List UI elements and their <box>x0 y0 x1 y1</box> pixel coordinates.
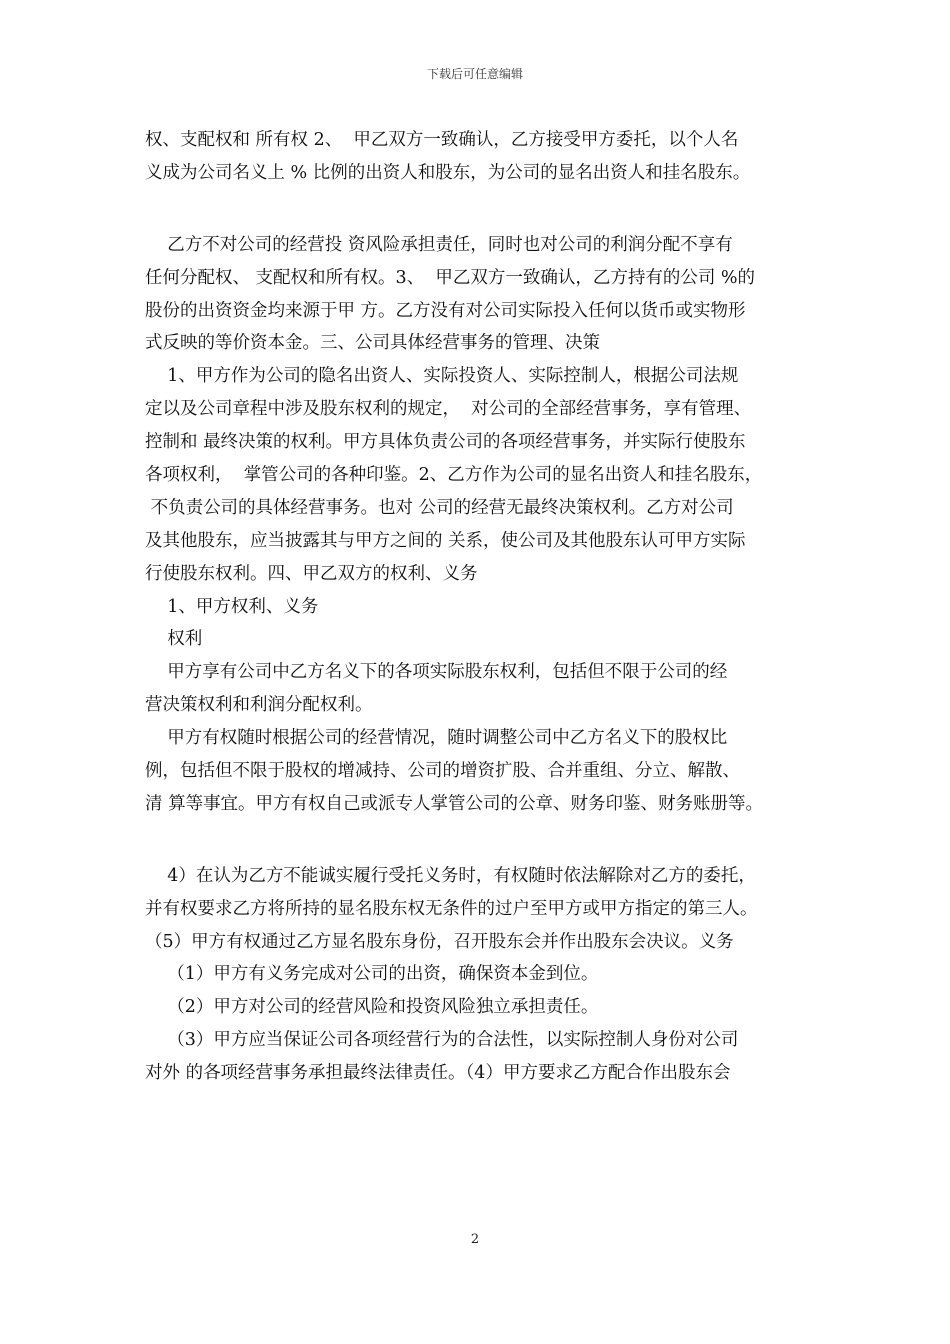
text-line: （1）甲方有义务完成对公司的出资，确保资本金到位。 <box>145 964 599 985</box>
text-line: （3）甲方应当保证公司各项经营行为的合法性，以实际控制人身份对公司 <box>145 1030 739 1051</box>
text-line: 任何分配权、 支配权和所有权。3、 甲乙双方一致确认，乙方持有的公司 %的 <box>145 267 756 288</box>
text-line: （2）甲方对公司的经营风险和投资风险独立承担责任。 <box>145 997 599 1018</box>
text-line: 甲方享有公司中乙方名义下的各项实际股东权利，包括但不限于公司的经 <box>145 662 728 683</box>
page-number: 2 <box>470 1232 480 1247</box>
text-line: 乙方不对公司的经营投 资风险承担责任，同时也对公司的利润分配不享有 <box>145 234 733 255</box>
document-body <box>145 124 817 1090</box>
page-header: 下载后可任意编辑 <box>426 67 523 81</box>
text-line: 控制和 最终决策的权利。甲方具体负责公司的各项经营事务，并实际行使股东 <box>145 432 746 453</box>
text-line: 营决策权利和利润分配权利。 <box>145 695 373 716</box>
section-heading: 1、甲方权利、义务 <box>145 596 319 617</box>
paragraph-block-3 <box>145 860 817 1090</box>
text-line: 及其他股东，应当披露其与甲方之间的 关系，使公司及其他股东认可甲方实际 <box>145 530 746 551</box>
text-line: 义成为公司名义上 % 比例的出资人和股东，为公司的显名出资人和挂名股东。 <box>145 162 751 183</box>
text-line: 例，包括但不限于股权的增减持、公司的增资扩股、合并重组、分立、解散、 <box>145 761 740 782</box>
text-line: 4）在认为乙方不能诚实履行受托义务时，有权随时依法解除对乙方的委托， <box>145 865 756 886</box>
text-line: 各项权利， 掌管公司的各种印鉴。2、乙方作为公司的显名出资人和挂名股东， <box>145 465 763 486</box>
paragraph-block-2 <box>145 229 817 821</box>
text-line: 1、甲方作为公司的隐名出资人、实际投资人、实际控制人，根据公司法规 <box>145 366 739 387</box>
text-line: 定以及公司章程中涉及股东权利的规定， 对公司的全部经营事务，享有管理、 <box>145 399 752 420</box>
text-line: （5）甲方有权通过乙方显名股东身份，召开股东会并作出股东会决议。义务 <box>145 931 734 952</box>
text-line: 并有权要求乙方将所持的显名股东权无条件的过户至甲方或甲方指定的第三人。 <box>145 898 758 919</box>
text-line: 清 算等事宜。甲方有权自己或派专人掌管公司的公章、财务印鉴、财务账册等。 <box>145 793 764 814</box>
text-line: 式反映的等价资本金。三、公司具体经营事务的管理、决策 <box>145 333 600 354</box>
text-line: 甲方有权随时根据公司的经营情况，随时调整公司中乙方名义下的股权比 <box>145 728 728 749</box>
text-line: 权、支配权和 所有权 2、 甲乙双方一致确认，乙方接受甲方委托，以个人名 <box>145 130 739 150</box>
text-line: 不负责公司的具体经营事务。也对 公司的经营无最终决策权利。乙方对公司 <box>145 497 734 518</box>
text-line: 行使股东权利。四、甲乙双方的权利、义务 <box>145 563 478 584</box>
text-line: 股份的出资资金均来源于甲 方。乙方没有对公司实际投入任何以货币或实物形 <box>145 300 746 321</box>
paragraph-block-1 <box>145 124 817 190</box>
section-heading: 权利 <box>145 629 203 650</box>
text-line: 对外 的各项经营事务承担最终法律责任。（4）甲方要求乙方配合作出股东会 <box>145 1063 731 1084</box>
